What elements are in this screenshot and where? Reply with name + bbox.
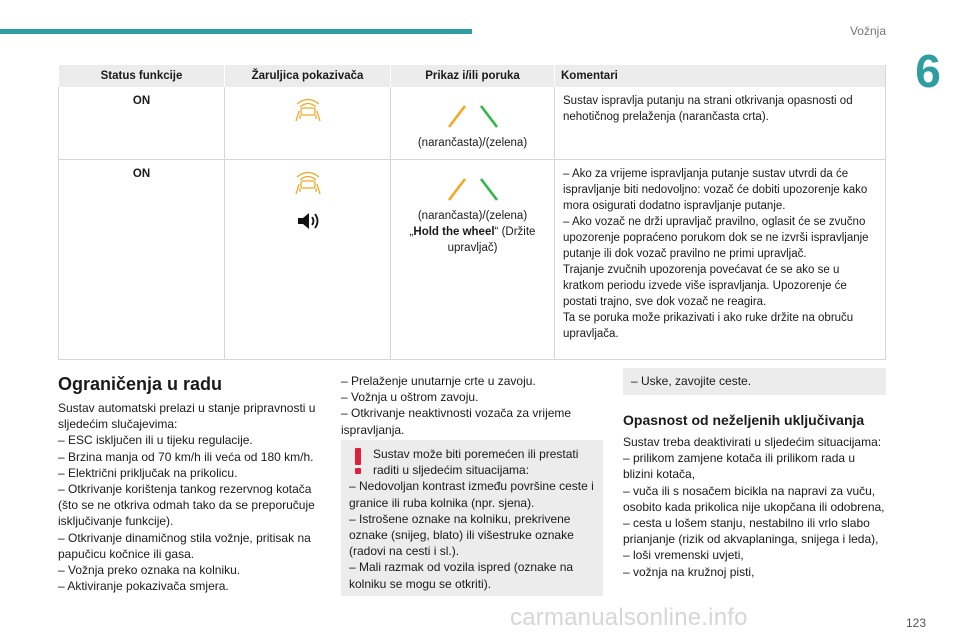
column-header: Status funkcije [59,65,225,87]
paragraph-line: – Brzina manja od 70 km/h ili veća od 180 km/h. [58,449,314,464]
comment-text: – Ako za vrijeme ispravljanja putanje sustav utvrdi da će ispravljanje biti nedovoljno: vozač će dobiti upozorenje kako mora osigurati dodatno ispravljanje putanje. [563,167,868,212]
section-title: Ograničenja u radu [58,374,223,394]
table-row [59,87,886,159]
comment-text: – Ako vozač ne drži upravljač pravilno, oglasit će se zvučno upozorenje popraćeno porukom dok se ne izvrši ispravljanje putanje ili dok vozač pravilno ne primi upravljač. [563,215,869,260]
chapter-number: 6 [896,40,960,102]
paragraph-line: – Električni priključak na prikolicu. [58,465,238,480]
lamp-cell [225,87,391,159]
comment-cell [555,159,886,359]
message-open-quote: „ [409,225,414,238]
warning-text: – Nedovoljan kontrast između površine ceste i granice ili ruba kolnika (npr. sjena). [349,479,594,510]
status-table [58,65,886,360]
paragraph-line: – Aktiviranje pokazivača smjera. [58,579,229,594]
display-cell [391,159,555,359]
lane-keeping-assist-icon [291,166,325,196]
message-bold: Hold the wheel [413,225,495,238]
paragraph-line: – vožnja na kružnoj pisti, [623,564,755,579]
note-box: – Uske, zavojite ceste. [623,368,886,395]
message-suffix: “ (Držite upravljač) [447,225,536,254]
paragraph-line: Sustav automatski prelazi u stanje pripravnosti u sljedećim slučajevima: [58,401,316,432]
paragraph-line: – cesta u lošem stanju, nestabilno ili vrlo slabo prianjanje (rizik od akvaplaninga, snijega i leda), [623,516,879,547]
comment-text: Sustav ispravlja putanju na strani otkrivanja opasnosti od nehotičnog prelaženja (narančasta crta). [563,95,853,123]
header-accent-bar [0,29,472,34]
lane-lines-icon [443,103,503,129]
paragraph-line: – Prelaženje unutarnje crte u zavoju. [341,374,536,388]
display-text: (narančasta)/(zelena) [417,137,528,149]
paragraph-line: – ESC isključen ili u tijeku regulacije. [58,433,253,448]
column-header: Prikaz i/ili poruka [391,65,555,87]
limits-column-1 [58,400,324,594]
paragraph-line: – Vožnja preko oznaka na kolniku. [58,563,241,578]
unwanted-activation-list [623,434,888,580]
warning-exclamation-icon [351,448,365,474]
status-cell: ON [59,159,225,359]
comment-text: Ta se poruka može prikazivati i ako ruke držite na obruču upravljača. [563,311,854,340]
warning-text: Sustav može biti poremećen ili prestati raditi u sljedećim situacijama: [373,447,579,478]
paragraph-line: – Otkrivanje korištenja tankog rezervnog kotača (što se ne otkriva odmah tako da se preporučuje isključivanje funkcije). [58,482,315,529]
warning-text: – Mali razmak od vozila ispred (oznake na kolniku se mogu se otkriti). [349,560,574,591]
paragraph-line: – prilikom zamjene kotača ili prilikom rada u blizini kotača, [623,451,856,482]
page-number: 123 [905,616,926,630]
display-cell [391,87,555,159]
paragraph-line: Sustav treba deaktivirati u sljedećim situacijama: [623,435,882,449]
section-label: Vožnja [849,24,886,38]
limits-column-2 [341,373,603,438]
lamp-cell [225,159,391,359]
warning-box [341,440,603,596]
watermark: carmanualsonline.info [510,604,748,631]
table-row [59,159,886,359]
comment-cell [555,87,886,159]
paragraph-line: – vuča ili s nosačem bicikla na napravi za vuču, osobito kada prikolica nije ukopčana ili odobrena, [623,483,885,514]
sound-icon [295,210,321,232]
comment-text: Trajanje zvučnih upozorenja povećavat će se ako se u kratkom periodu izvede više ispravljanja. Upozorenje će postati trajno, sve dok vozač ne reagira. [563,263,847,308]
column-header: Žaruljica pokazivača [225,65,391,87]
paragraph-line: – loši vremenski uvjeti, [623,548,744,563]
subsection-title: Opasnost od neželjenih uključivanja [623,412,865,428]
table-header-row [59,65,886,87]
paragraph-line: – Otkrivanje neaktivnosti vozača za vrijeme ispravljanja. [341,406,572,437]
paragraph-line: – Otkrivanje dinamičnog stila vožnje, pritisak na papučicu kočnice ili gasa. [58,530,311,561]
status-cell: ON [59,87,225,159]
display-text: (narančasta)/(zelena) [417,209,528,222]
lane-lines-icon [443,176,503,202]
display-message [399,224,546,256]
paragraph-line: – Vožnja u oštrom zavoju. [341,390,479,405]
column-header: Komentari [555,65,886,87]
lane-keeping-assist-icon [291,93,325,123]
warning-text: – Istrošene oznake na kolniku, prekrivene oznake (snijeg, blato) ili višestruke oznake (radovi na cesti i sl.). [349,511,574,559]
